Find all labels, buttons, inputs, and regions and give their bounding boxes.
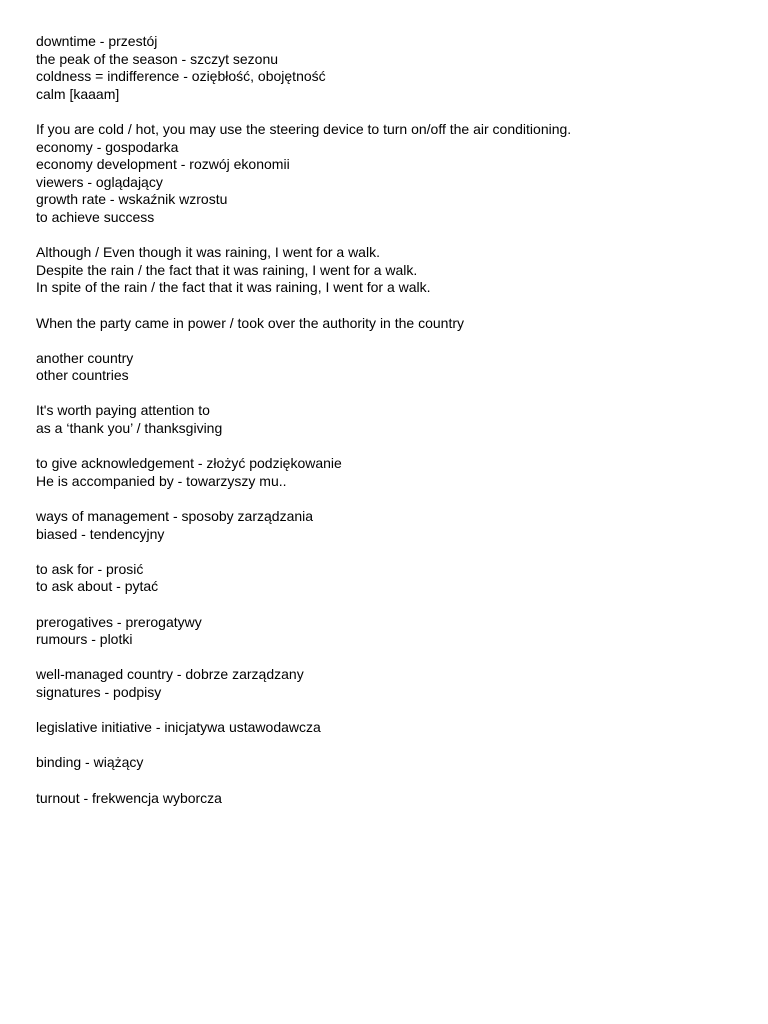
text-line: coldness = indifference - oziębłość, obojętność <box>36 68 326 85</box>
text-line: legislative initiative - inicjatywa ustawodawcza <box>36 719 321 736</box>
text-line: other countries <box>36 367 129 384</box>
paragraph-1 <box>36 33 736 103</box>
paragraph-4 <box>36 315 736 333</box>
paragraph-2 <box>36 121 736 227</box>
text-line: downtime - przestój <box>36 33 158 49</box>
paragraph-11 <box>36 666 736 701</box>
text-line: biased - tendencyjny <box>36 525 165 542</box>
text-line: the peak of the season - szczyt sezonu <box>36 50 279 67</box>
text-line: It's worth paying attention to <box>36 402 210 419</box>
paragraph-8 <box>36 508 736 543</box>
text-line: viewers - oglądający <box>36 173 163 190</box>
text-line: If you are cold / hot, you may use the steering device to turn on/off the air conditioning. <box>36 120 572 137</box>
text-line: growth rate - wskaźnik wzrostu <box>36 191 228 208</box>
paragraph-6 <box>36 402 736 437</box>
text-line: to give acknowledgement - złożyć podziękowanie <box>36 455 342 472</box>
text-line: ways of management - sposoby zarządzania <box>36 508 314 525</box>
text-line: as a ‘thank you’ / thanksgiving <box>36 420 223 437</box>
paragraph-12 <box>36 719 736 737</box>
paragraph-13 <box>36 754 736 772</box>
paragraph-14 <box>36 790 736 808</box>
text-line: Despite the rain / the fact that it was raining, I went for a walk. <box>36 261 418 278</box>
text-line: When the party came in power / took over the authority in the country <box>36 314 464 331</box>
text-line: economy - gospodarka <box>36 138 179 155</box>
text-line: prerogatives - prerogatywy <box>36 613 202 630</box>
text-line: well-managed country - dobrze zarządzany <box>36 666 304 683</box>
paragraph-3 <box>36 244 736 297</box>
text-line: Although / Even though it was raining, I went for a walk. <box>36 244 380 261</box>
paragraph-9 <box>36 561 736 596</box>
paragraph-10 <box>36 614 736 649</box>
document-page <box>36 33 736 825</box>
text-line: signatures - podpisy <box>36 683 162 700</box>
text-line: to ask about - pytać <box>36 578 159 595</box>
text-line: turnout - frekwencja wyborcza <box>36 789 222 806</box>
text-line: In spite of the rain / the fact that it was raining, I went for a walk. <box>36 279 431 296</box>
text-line: to ask for - prosić <box>36 560 144 577</box>
text-line: He is accompanied by - towarzyszy mu.. <box>36 472 287 489</box>
text-line: rumours - plotki <box>36 631 133 648</box>
text-line: binding - wiążący <box>36 754 144 771</box>
text-line: another country <box>36 349 134 366</box>
text-line: to achieve success <box>36 208 155 225</box>
paragraph-7 <box>36 455 736 490</box>
text-line: calm [kaaam] <box>36 85 120 102</box>
text-line: economy development - rozwój ekonomii <box>36 156 290 173</box>
paragraph-5 <box>36 350 736 385</box>
